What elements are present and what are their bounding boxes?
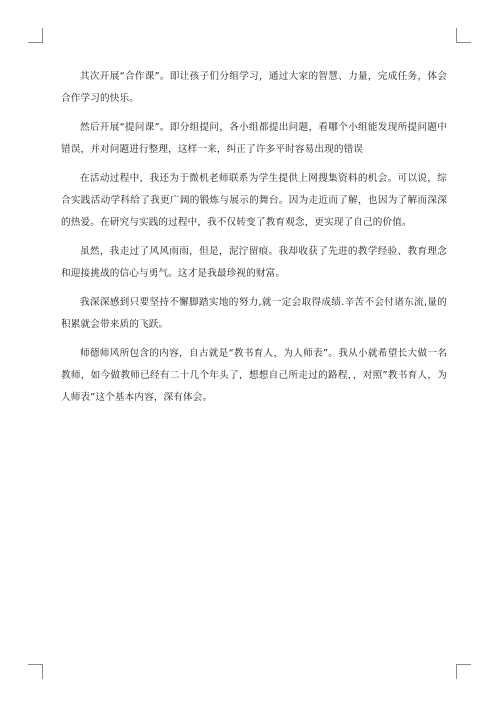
paragraph-activity-process: 在活动过程中，我还为于微机老师联系为学生提供上网搜集资料的机会。可以说，综合实践活动学科给了我更广阔的锻炼与展示的舞台。因为走近而了解，也因为了解而深深的热爱。在研究与实践的过程中，我不仅转变了教育观念，更实现了自己的价值。	[61, 173, 447, 228]
crop-mark-bottom-right	[456, 664, 471, 679]
paragraph-harvest: 虽然，我走过了风风雨雨，但是，泥泞留痕。我却收获了先进的教学经验、教育理念和迎接挑战的信心与勇气。这才是我最珍视的财富。	[61, 246, 447, 279]
paragraph-teacher-ethics: 师德师风所包含的内容，自古就是“教书育人，为人师表”。我从小就希望长大做一名教师，如今做教师已经有二十几个年头了，想想自己所走过的路程，，对照”教书育人，为人师表”这个基本内容，深有体会。	[61, 348, 447, 403]
paragraph-persistence: 我深深感到只要坚持不懈脚踏实地的努力,就一定会取得成绩.辛苦不会付诸东流,量的积累就会带来质的飞跃。	[61, 297, 447, 330]
paragraph-cooperation-class: 其次开展“合作课”。即让孩子们分组学习，通过大家的智慧、力量，完成任务，体会合作学习的快乐。	[61, 71, 447, 104]
crop-mark-bottom-left	[28, 664, 43, 679]
crop-mark-top-left	[28, 28, 43, 43]
document-body	[61, 66, 447, 416]
crop-mark-top-right	[456, 28, 471, 43]
paragraph-question-class: 然后开展“提问课”。即分组提问，各小组都提出问题，看哪个小组能发现所提问题中错误，并对问题进行整理，这样一来，纠正了许多平时容易出现的错误	[61, 122, 447, 155]
